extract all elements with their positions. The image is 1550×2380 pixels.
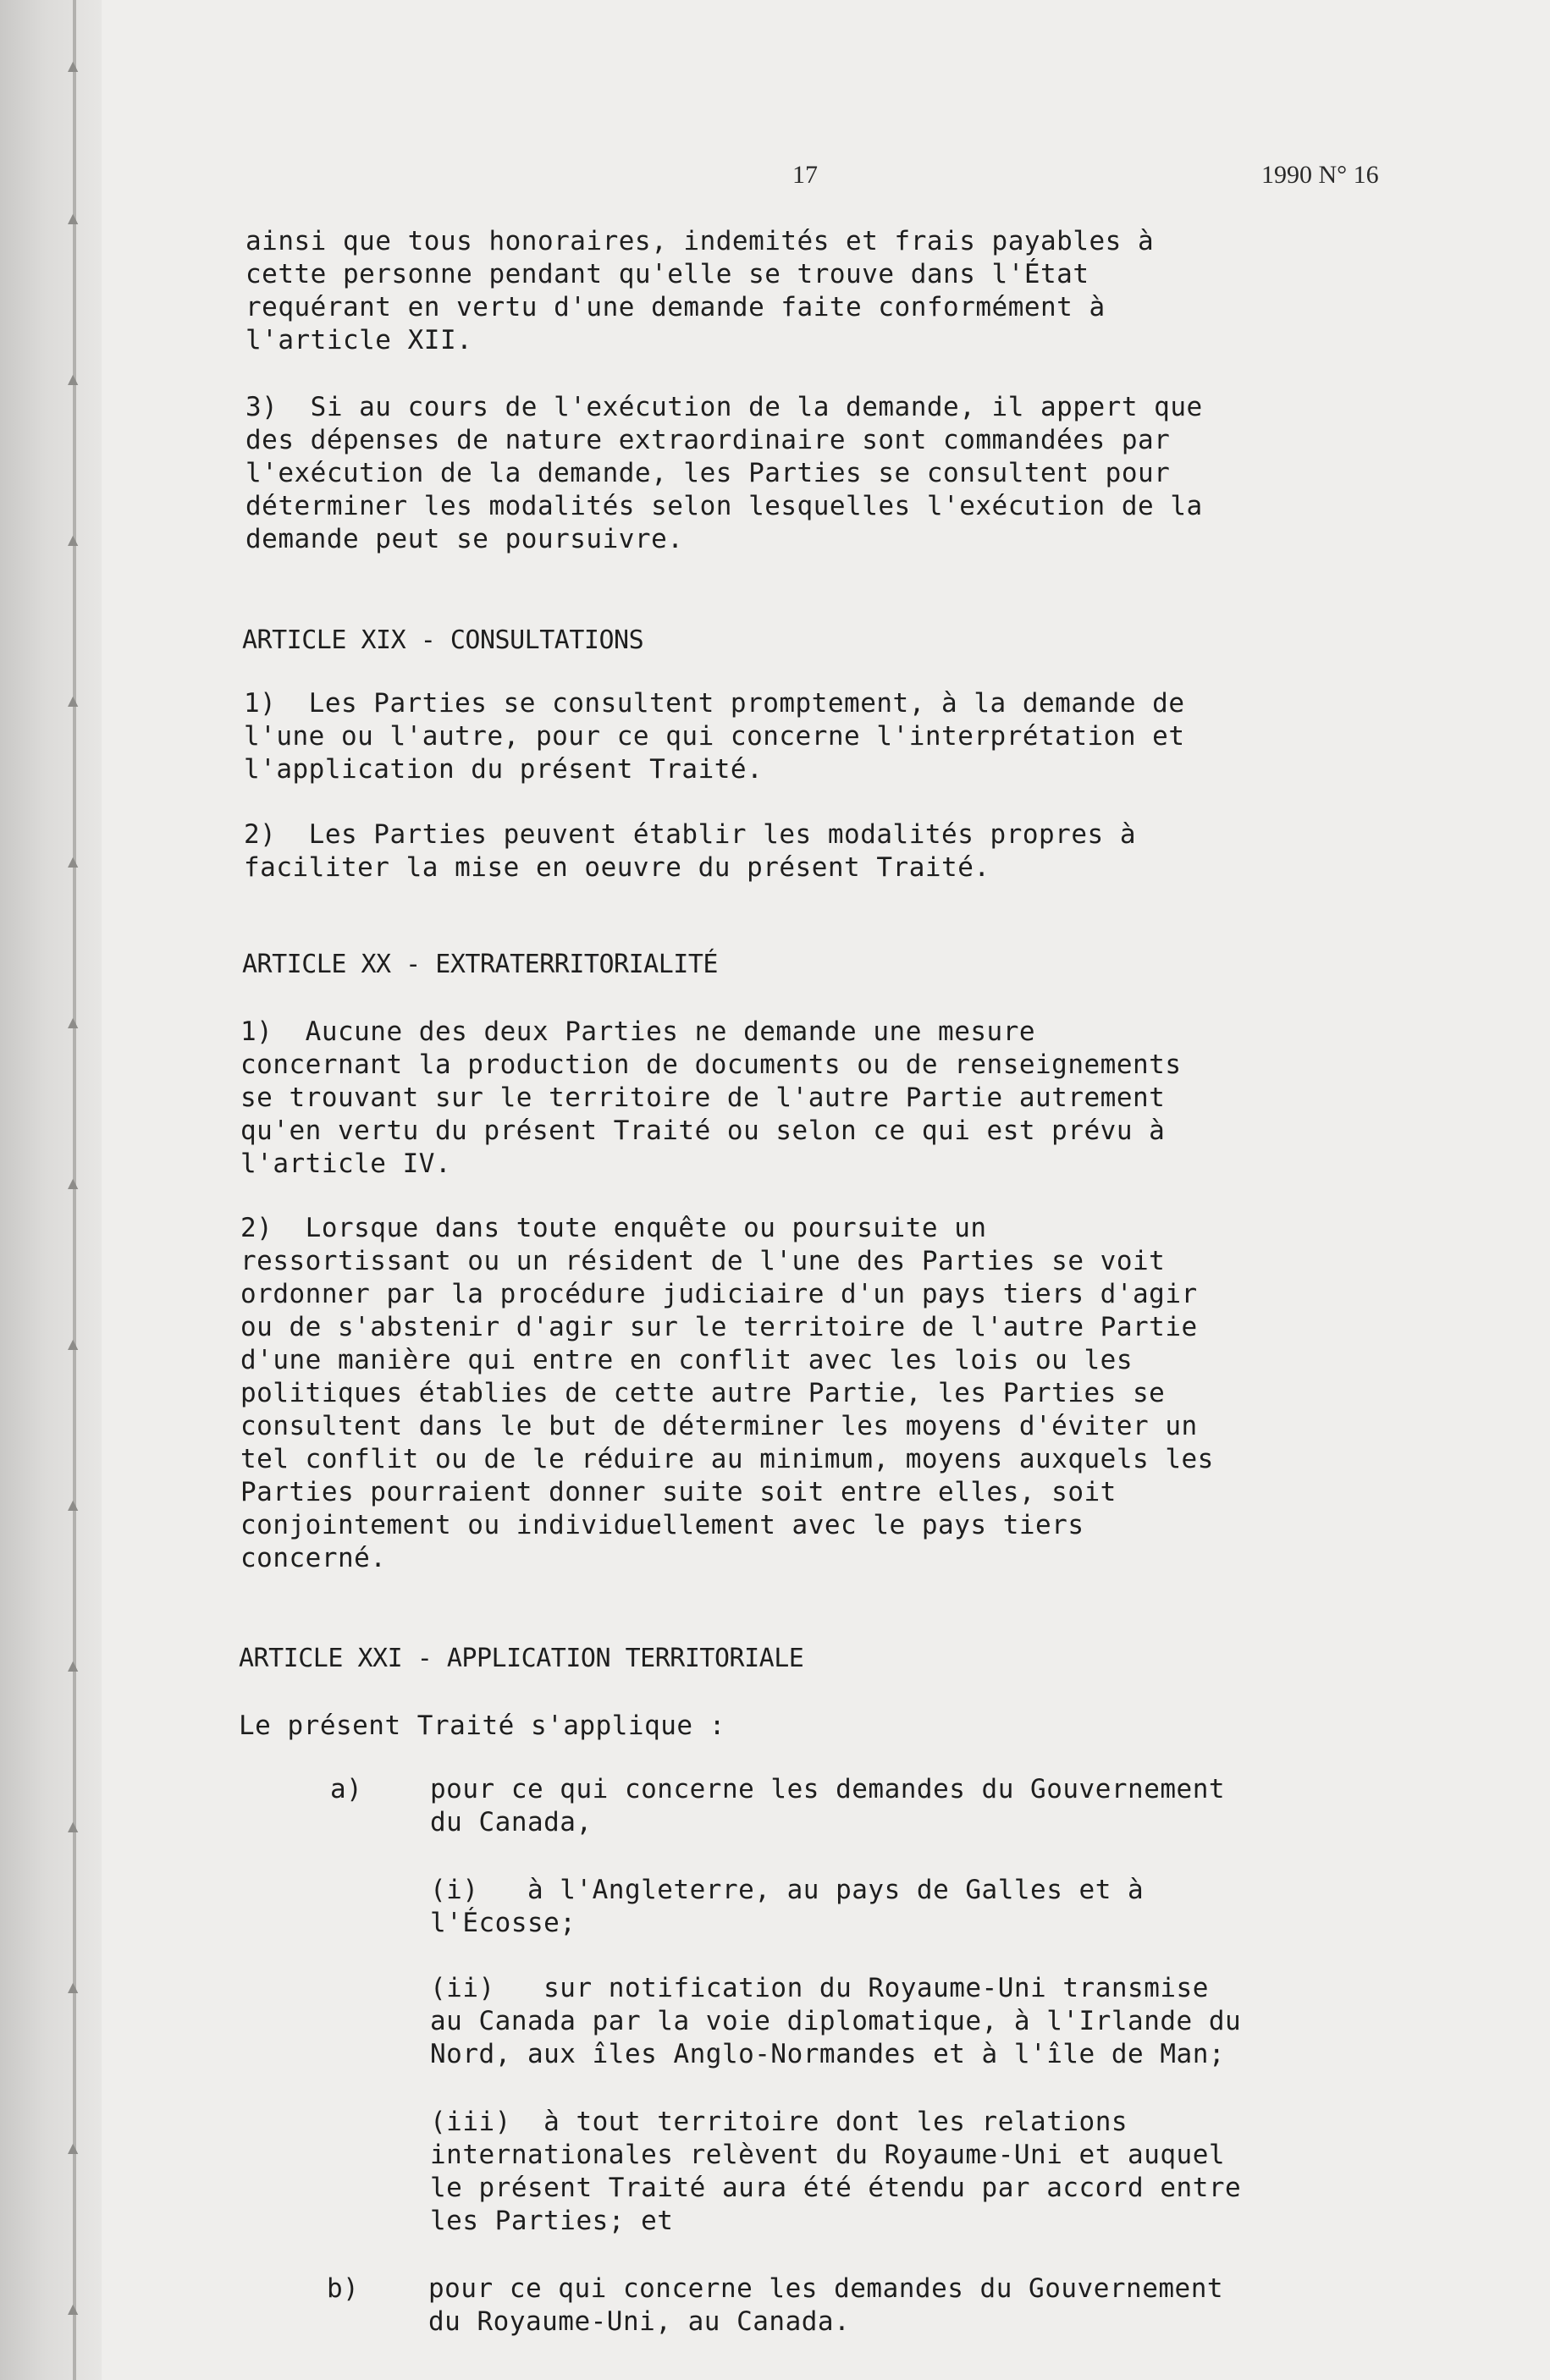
stitch-mark-icon: ▲: [68, 1657, 79, 1673]
stitch-mark-icon: ▲: [68, 2140, 79, 2156]
stitch-mark-icon: ▲: [68, 1336, 79, 1352]
page-number: 17: [792, 161, 818, 189]
stitch-mark-icon: ▲: [68, 210, 79, 226]
stitch-mark-icon: ▲: [68, 692, 79, 708]
paragraph-continuation: ainsi que tous honoraires, indemités et frais payables à cette personne pendant qu'elle se trouve dans l'État requérant en vertu d'une demande faite conformément à l'article XII.: [245, 226, 1155, 355]
list-subitem-iii: (iii) à tout territoire dont les relations internationales relèvent du Royaume-Uni et auquel le présent Traité aura été étendu par accord entre les Parties; et: [430, 2107, 1242, 2236]
stitch-mark-icon: ▲: [68, 853, 79, 869]
article-xix-paragraph-1: 1) Les Parties se consultent promptement, à la demande de l'une ou l'autre, pour ce qui concerne l'interprétation et l'application du présent Traité.: [244, 688, 1185, 785]
stitch-mark-icon: ▲: [68, 2300, 79, 2317]
stitch-mark-icon: ▲: [68, 1818, 79, 1834]
list-subitem-i: (i) à l'Angleterre, au pays de Galles et à l'Écosse;: [430, 1875, 1145, 1938]
article-xix-paragraph-2: 2) Les Parties peuvent établir les modalités propres à faciliter la mise en oeuvre du présent Traité.: [244, 819, 1136, 883]
heading-article-xix: ARTICLE XIX - CONSULTATIONS: [242, 625, 644, 655]
stitch-mark-icon: ▲: [68, 1979, 79, 1995]
stitch-mark-icon: ▲: [68, 532, 79, 548]
list-item-a: pour ce qui concerne les demandes du Gouvernement du Canada,: [430, 1774, 1226, 1837]
paragraph-3: 3) Si au cours de l'exécution de la demande, il appert que des dépenses de nature extraordinaire sont commandées par l'exécution de la demande, les Parties se consultent pour déterminer les modalités selon lesquelles l'exécution de la demande peut se poursuivre.: [245, 392, 1203, 554]
list-label-b: b): [327, 2273, 360, 2304]
article-xxi-intro: Le présent Traité s'applique :: [239, 1711, 725, 1741]
stitch-mark-icon: ▲: [68, 58, 79, 74]
stitch-mark-icon: ▲: [68, 1175, 79, 1191]
stitch-mark-icon: ▲: [68, 1496, 79, 1512]
volume-number: 1990 N° 16: [1261, 161, 1379, 189]
heading-article-xx: ARTICLE XX - EXTRATERRITORIALITÉ: [242, 950, 718, 979]
article-xx-paragraph-1: 1) Aucune des deux Parties ne demande une mesure concernant la production de documents ou de renseignements se trouvant sur le territoire de l'autre Partie autrement qu'en vertu du présent Traité ou selon ce qui est prévu à l'article IV.: [240, 1016, 1182, 1179]
stitch-mark-icon: ▲: [68, 371, 79, 387]
article-xx-paragraph-2: 2) Lorsque dans toute enquête ou poursuite un ressortissant ou un résident de l'une des Parties se voit ordonner par la procédure judiciaire d'un pays tiers d'agir ou de s'abstenir d'agir sur le territoire de l'autre Partie d'une manière qui entre en conflit avec les lois ou les politiques établies de cette autre Partie, les Parties se consultent dans le but de déterminer les moyens d'éviter un tel conflit ou de le réduire au minimum, moyens auxquels les Parties pourraient donner suite soit entre elles, soit conjointement ou individuellement avec le pays tiers concerné.: [240, 1213, 1214, 1573]
list-label-a: a): [330, 1774, 363, 1804]
stitch-mark-icon: ▲: [68, 1014, 79, 1030]
list-subitem-ii: (ii) sur notification du Royaume-Uni transmise au Canada par la voie diplomatique, à l'Irlande du Nord, aux îles Anglo-Normandes et à l'île de Man;: [430, 1973, 1242, 2069]
heading-article-xxi: ARTICLE XXI - APPLICATION TERRITORIALE: [239, 1644, 804, 1673]
list-item-b: pour ce qui concerne les demandes du Gouvernement du Royaume-Uni, au Canada.: [428, 2273, 1224, 2337]
